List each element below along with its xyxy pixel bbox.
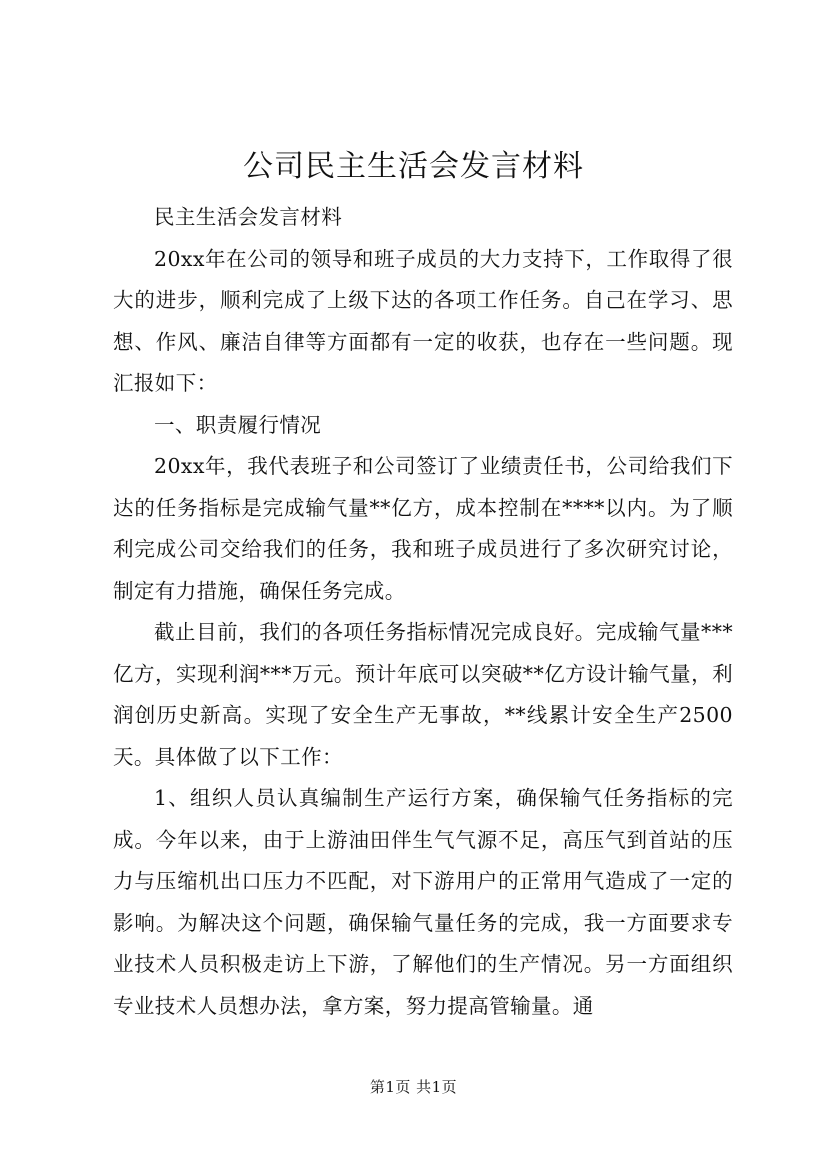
subtitle-paragraph: 民主生活会发言材料 <box>154 205 343 229</box>
document-body <box>113 197 733 1027</box>
document-title: 公司民主生活会发言材料 <box>243 149 584 184</box>
responsibility-paragraph: 20xx年，我代表班子和公司签订了业绩责任书，公司给我们下达的任务指标是完成输气量**亿方，成本控制在****以内。为了顺利完成公司交给我们的任务，我和班子成员进行了多次研究讨论，制定有力措施，确保任务完成。 <box>113 454 733 603</box>
section-heading: 一、职责履行情况 <box>154 412 322 437</box>
progress-paragraph: 截止目前，我们的各项任务指标情况完成良好。完成输气量***亿方，实现利润***万元。预计年底可以突破**亿方设计输气量，利润创历史新高。实现了安全生产无事故，**线累计安全生产2500天。具体做了以下工作： <box>113 620 733 769</box>
page-footer: 第1页 共1页 <box>369 1078 458 1096</box>
work-item-paragraph: 1、组织人员认真编制生产运行方案，确保输气任务指标的完成。今年以来，由于上游油田伴生气气源不足，高压气到首站的压力与压缩机出口压力不匹配，对下游用户的正常用气造成了一定的影响。为解决这个问题，确保输气量任务的完成，我一方面要求专业技术人员积极走访上下游，了解他们的生产情况。另一方面组织专业技术人员想办法，拿方案，努力提高管输量。通 <box>113 786 733 1018</box>
intro-paragraph: 20xx年在公司的领导和班子成员的大力支持下，工作取得了很大的进步，顺利完成了上级下达的各项工作任务。自己在学习、思想、作风、廉洁自律等方面都有一定的收获，也存在一些问题。现汇报如下： <box>113 246 733 395</box>
